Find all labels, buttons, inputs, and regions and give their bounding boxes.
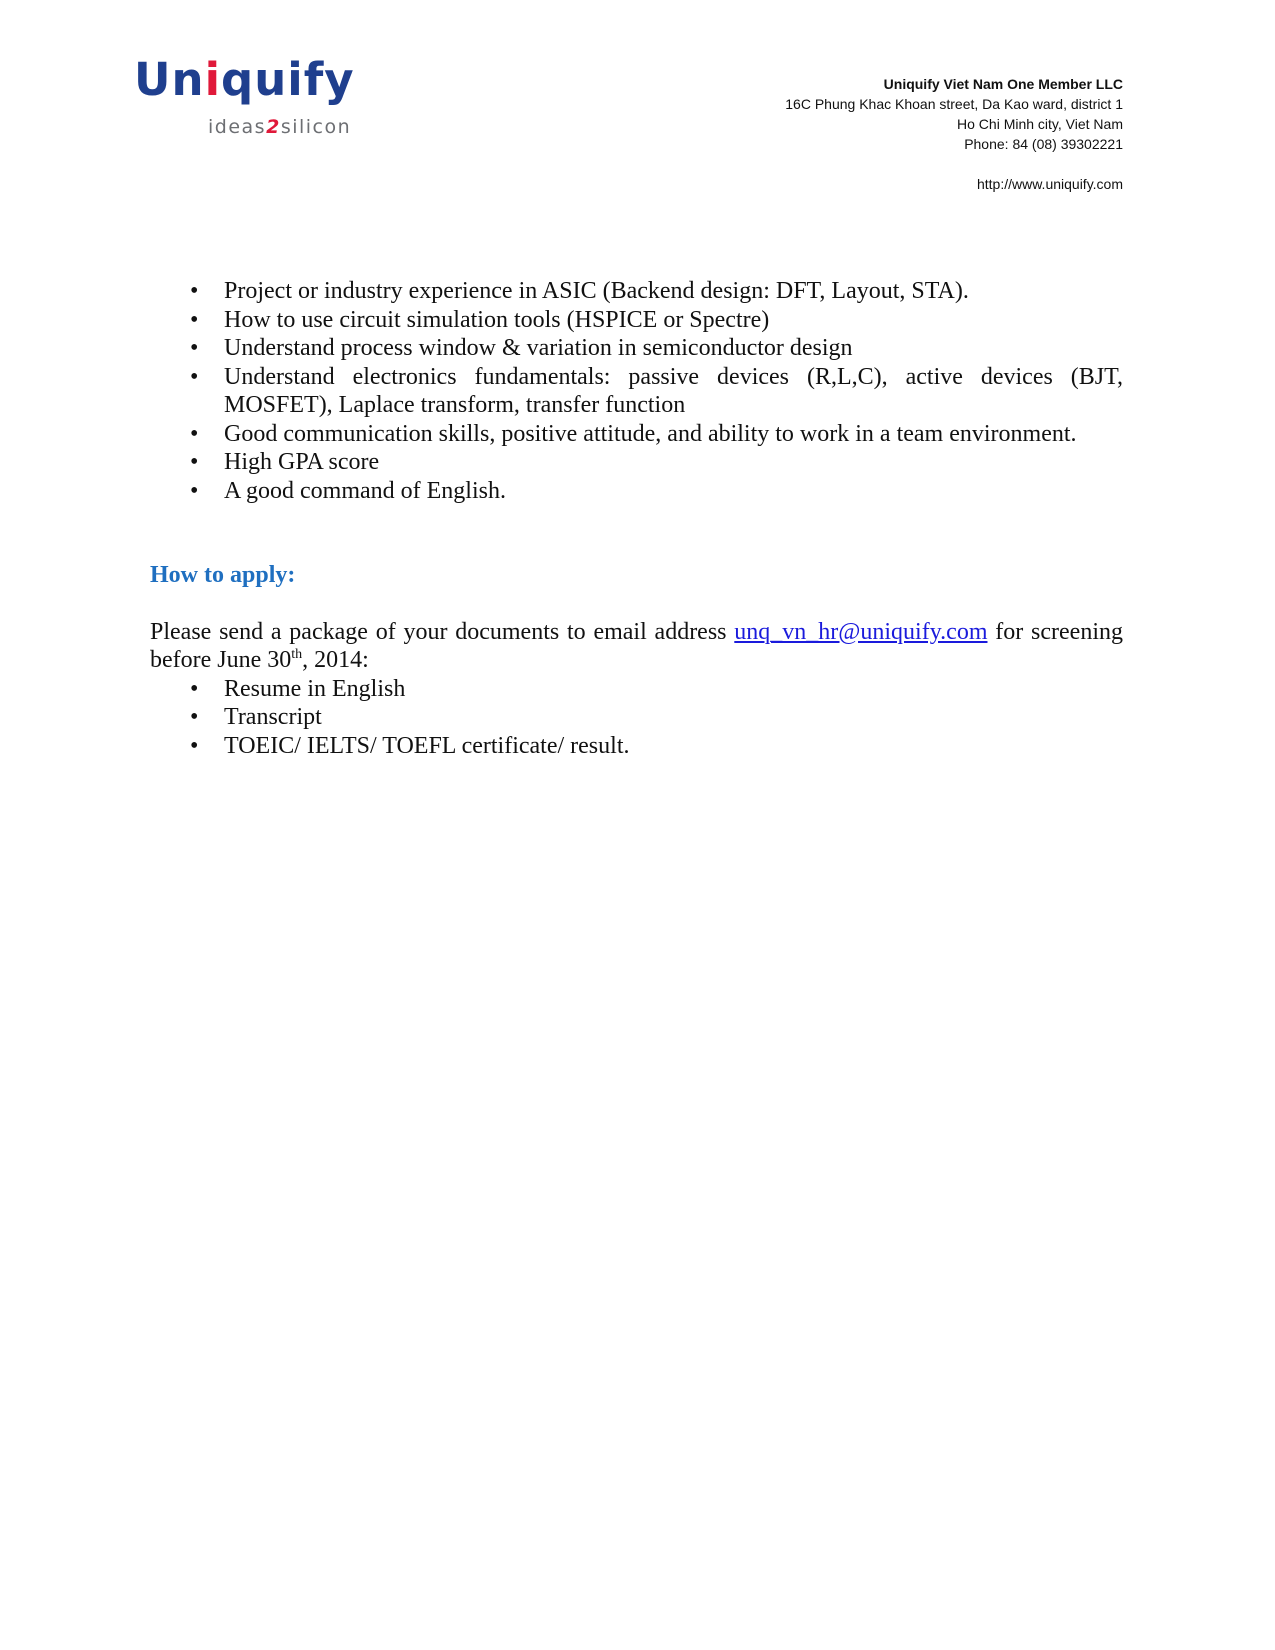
requirement-item-text: A good command of English. bbox=[224, 477, 506, 504]
requirement-item bbox=[150, 277, 1123, 306]
requirement-item bbox=[150, 420, 1123, 449]
document-item bbox=[150, 732, 1123, 761]
document-body bbox=[150, 277, 1123, 760]
bullet-icon: • bbox=[190, 363, 199, 390]
hr-email-link[interactable]: unq_vn_hr@uniquify.com bbox=[734, 618, 988, 645]
requirement-item-text: Project or industry experience in ASIC (Backend design: DFT, Layout, STA). bbox=[224, 278, 969, 304]
bullet-icon: • bbox=[190, 732, 199, 759]
requirement-item-text: Understand process window & variation in semiconductor design bbox=[224, 335, 853, 361]
document-item-text: TOEIC/ IELTS/ TOEFL certificate/ result. bbox=[224, 732, 630, 759]
document-item bbox=[150, 703, 1123, 732]
requirement-item-text: How to use circuit simulation tools (HSPICE or Spectre) bbox=[224, 306, 770, 333]
bullet-icon: • bbox=[190, 420, 199, 447]
how-to-apply-heading: How to apply: bbox=[150, 562, 296, 588]
company-address-line1: 16C Phung Khac Khoan street, Da Kao ward, district 1 bbox=[785, 96, 1123, 112]
bullet-icon: • bbox=[190, 675, 199, 702]
bullet-icon: • bbox=[190, 278, 199, 304]
requirement-item bbox=[150, 306, 1123, 335]
requirements-list bbox=[150, 277, 1123, 505]
company-address-block bbox=[603, 74, 1123, 194]
document-item bbox=[150, 675, 1123, 704]
apply-instructions: Please send a package of your documents to email address unq_vn_hr@uniquify.com for screening before June 30th, 2014: bbox=[150, 618, 1123, 673]
bullet-icon: • bbox=[190, 477, 199, 504]
documents-list bbox=[150, 675, 1123, 761]
company-address-line2: Ho Chi Minh city, Viet Nam bbox=[957, 116, 1123, 132]
bullet-icon: • bbox=[190, 449, 199, 475]
requirement-item bbox=[150, 334, 1123, 363]
document-item-text: Resume in English bbox=[224, 675, 406, 702]
document-item-text: Transcript bbox=[224, 704, 322, 730]
logo-tagline: ideas2silicon bbox=[208, 116, 352, 138]
bullet-icon: • bbox=[190, 306, 199, 333]
uniquify-logo bbox=[134, 54, 364, 140]
bullet-icon: • bbox=[190, 704, 199, 730]
company-website: http://www.uniquify.com bbox=[976, 176, 1123, 192]
requirement-item-text: High GPA score bbox=[224, 449, 380, 475]
requirement-item bbox=[150, 448, 1123, 477]
bullet-icon: • bbox=[190, 335, 199, 361]
requirement-item-text: Understand electronics fundamentals: passive devices (R,L,C), active devices (BJT, MOSFET), Laplace transform, transfer function bbox=[224, 363, 1123, 418]
requirement-item bbox=[150, 363, 1123, 420]
company-name: Uniquify Viet Nam One Member LLC bbox=[883, 76, 1123, 92]
requirement-item-text: Good communication skills, positive attitude, and ability to work in a team environment. bbox=[224, 420, 1077, 447]
company-phone: Phone: 84 (08) 39302221 bbox=[964, 136, 1123, 152]
requirement-item bbox=[150, 477, 1123, 506]
logo-wordmark: Uniquify bbox=[134, 53, 355, 106]
